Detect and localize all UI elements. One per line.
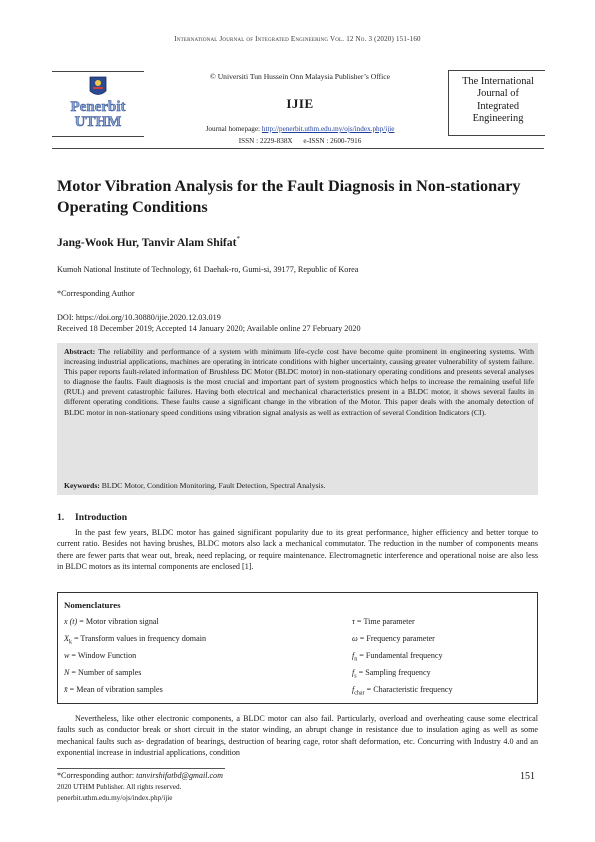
journal-name (452, 76, 544, 125)
footnote-rule (57, 768, 225, 769)
nomenclature-entry (352, 617, 415, 626)
footer-publisher: 2020 UTHM Publisher. All rights reserved. (57, 783, 182, 791)
authors-text: Jang-Wook Hur, Tanvir Alam Shifat (57, 235, 237, 249)
nom-subscript: n (354, 656, 358, 663)
article-title: Motor Vibration Analysis for the Fault Diagnosis in Non-stationary Operating Conditions (57, 177, 521, 216)
journal-running-header: International Journal of Integrated Engineering Vol. 12 No. 3 (2020) 151-160 (174, 35, 421, 43)
nom-desc: = Window Function (69, 651, 137, 660)
nom-desc: = Mean of vibration samples (67, 685, 163, 694)
journal-name-line: The International (462, 76, 534, 87)
intro-paragraph-2: Nevertheless, like other electronic components, a BLDC motor can also fail. Particularly, overload and overheating cause some electrical faults such as conductor break or short circuit in the stator winding, an abrupt change in resistance due to insulation aging as well as some mechanical faults such as- degradation of bearings, destruction of bearing cage, rotor shaft deformation, etc. Concurring with Industry 4.0 and an exponential increase in industrial applications, condition (57, 714, 538, 757)
abstract-body: The reliability and performance of a system with minimum life-cycle cost have become quite prominent in engineering systems. With increasing industrial applications, machines are operating in intricate conditions with higher uncertainty, causing greater vulnerability of system failure. This paper reports fault-related information of Brushless DC Motor (BLDC motor) in non-stationary operating conditions and presents several analyses to diagnose the faults. Fault diagnosis is the most crucial and important part of system prognostics which helps to increase the remaining useful life (RUL) and prevent catastrophic failures. Having both electrical and mechanical characteristics present in a BLDC motor, it shows several faults in different operating conditions. These faults cause a significant change in the vibration of the Motor. This paper deals with the anomaly detection of BLDC motor in non-stationary speed conditions using vibration signal analysis as well as extraction of several Condition Indicators (CI). (64, 347, 534, 417)
nom-symbol: x̄ (64, 685, 68, 694)
nom-subscript: char (354, 690, 365, 697)
nom-symbol: N (64, 668, 70, 677)
nomenclature-entry (64, 651, 136, 660)
nom-desc: = Characteristic frequency (364, 685, 453, 694)
header-divider (52, 148, 544, 149)
nom-desc: = Frequency parameter (357, 634, 435, 643)
nom-symbol: ω (352, 634, 358, 643)
footer-url[interactable]: penerbit.uthm.edu.my/ojs/index.php/ijie (57, 794, 173, 802)
nom-symbol: f (352, 668, 355, 677)
nom-desc: = Number of samples (69, 668, 142, 677)
nom-desc: = Sampling frequency (356, 668, 431, 677)
journal-name-line: Integrated (476, 100, 520, 112)
nomenclature-entry (64, 685, 163, 694)
keywords (64, 481, 534, 490)
logo-text-uthm: UTHM (74, 114, 122, 130)
nomenclature-entry (352, 668, 431, 680)
nom-symbol: w (64, 651, 70, 660)
article-meta (57, 313, 361, 334)
nom-subscript: s (354, 673, 357, 680)
abstract-label: Abstract: (64, 347, 96, 356)
affiliation: Kumoh National Institute of Technology, 61 Daehak-ro, Gumi-si, 39177, Republic of Korea (57, 265, 359, 274)
abstract (64, 347, 534, 418)
corresponding-mark: * (236, 235, 240, 243)
nomenclature-entry (352, 651, 443, 663)
journal-acronym: IJIE (286, 96, 314, 111)
nom-subscript: k (68, 639, 72, 646)
keywords-label: Keywords: (64, 481, 100, 490)
nom-desc: = Fundamental frequency (357, 651, 443, 660)
nom-symbol: X (64, 634, 69, 643)
nom-symbol: τ (352, 617, 355, 626)
footnote-label: *Corresponding author: (57, 771, 137, 780)
logo-bottom-rule (52, 136, 144, 137)
homepage-label: Journal homepage: (205, 125, 262, 133)
doi: DOI: https://doi.org/10.30880/ijie.2020.12.03.019 (57, 313, 221, 322)
page-number: 151 (520, 771, 535, 782)
author-list (57, 235, 240, 249)
footnote-corresponding (57, 771, 223, 780)
nomenclature-entry (64, 617, 159, 626)
nomenclature-entry (64, 634, 206, 646)
nom-desc: = Motor vibration signal (77, 617, 159, 626)
corresponding-email[interactable]: tanvirshifatbd@gmail.com (136, 771, 223, 780)
corresponding-author-note: *Corresponding Author (57, 289, 135, 298)
penerbit-uthm-logo (52, 71, 144, 133)
section-number: 1. (57, 512, 65, 523)
nom-desc: = Transform values in frequency domain (71, 634, 206, 643)
journal-homepage (170, 125, 430, 133)
journal-name-line: Journal of (477, 88, 519, 100)
article-dates: Received 18 December 2019; Accepted 14 January 2020; Available online 27 February 2020 (57, 323, 361, 333)
nomenclature-entry (64, 668, 141, 677)
nom-symbol: x (t) (64, 617, 78, 626)
section-heading (57, 512, 127, 523)
nomenclature-entry (352, 685, 453, 697)
journal-name-line: Engineering (472, 112, 524, 124)
nomenclature-entry (352, 634, 435, 643)
nom-symbol: f (352, 685, 355, 694)
nom-desc: = Time parameter (354, 617, 415, 626)
nom-symbol: f (352, 651, 355, 660)
publisher-copyright: © Universiti Tun Hussein Onn Malaysia Publisher’s Office (210, 72, 390, 81)
homepage-link[interactable]: http://penerbit.uthm.edu.my/ojs/index.php/ijie (261, 125, 395, 133)
intro-paragraph-1: In the past few years, BLDC motor has gained significant popularity due to its great performance, higher efficiency and better torque to current ratio. Besides not having brushes, BLDC motors also lack a mechanical commutator. The reduction in the number of components means there are fewer parts that wear out, break, need replacing, or require maintenance. Electromagnetic interference and operational noise are also less in BLDC motors as its internal components are enclosed [1]. (57, 528, 538, 571)
section-title: Introduction (75, 512, 128, 523)
keywords-list: BLDC Motor, Condition Monitoring, Fault Detection, Spectral Analysis. (99, 481, 326, 490)
nomenclature-title: Nomenclatures (64, 600, 121, 610)
logo-text-penerbit: Penerbit (70, 99, 126, 115)
issn-line: ISSN : 2229-838X e-ISSN : 2600-7916 (238, 137, 362, 145)
